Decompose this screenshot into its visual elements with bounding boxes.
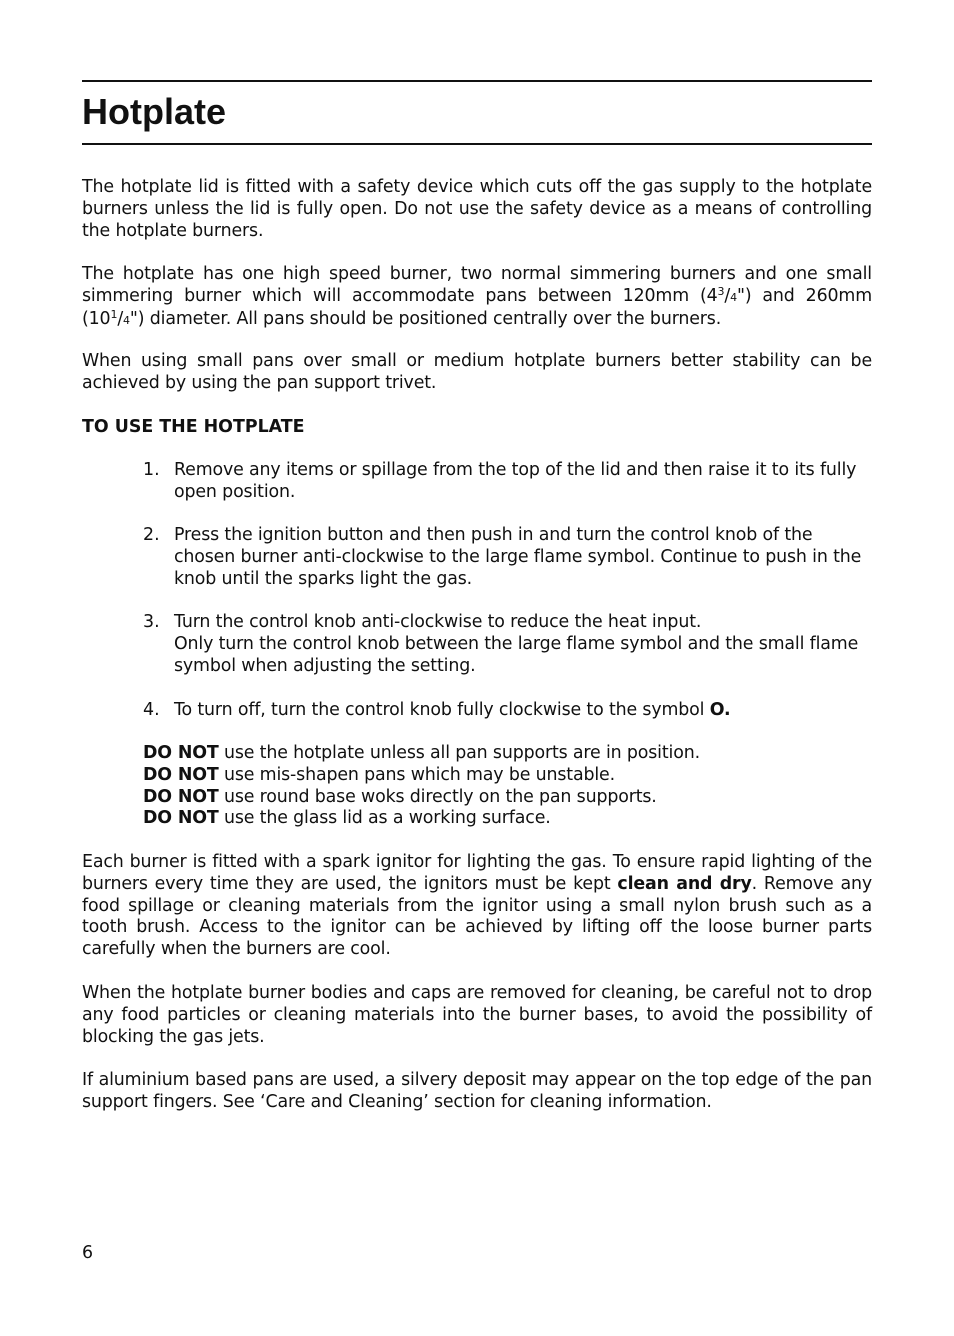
paragraph-safety-device: The hotplate lid is fitted with a safety device which cuts off the gas supply to the hotplate burners unless the lid is fully open. Do not use the safety device as a means of controlling the hotplate burners. <box>82 177 872 241</box>
page-number: 6 <box>82 1243 94 1263</box>
paragraph-ignitor: Each burner is fitted with a spark ignitor for lighting the gas. To ensure rapid lighting of the burners every time they are used, the ignitors must be kept clean and dry. Remove any food spillage or cleaning materials from the ignitor using a small nylon brush such as a tooth brush. Access to the ignitor can be achieved by lifting off the loose burner parts carefully when the burners are cool. <box>82 852 872 960</box>
warning-line: DO NOT use the glass lid as a working surface. <box>143 808 551 828</box>
warning-line: DO NOT use round base woks directly on the pan supports. <box>143 787 657 807</box>
title-underline <box>82 143 872 145</box>
warning-line: DO NOT use the hotplate unless all pan supports are in position. <box>143 743 700 763</box>
step-text: To turn off, turn the control knob fully clockwise to the symbol O. <box>174 700 731 720</box>
page-title: Hotplate <box>82 91 226 132</box>
step-text: Remove any items or spillage from the top of the lid and then raise it to its fully open position. <box>174 460 857 502</box>
step-number: 4. <box>143 700 160 720</box>
paragraph-aluminium: If aluminium based pans are used, a silvery deposit may appear on the top edge of the pan support fingers. See ‘Care and Cleaning’ section for cleaning information. <box>82 1070 872 1112</box>
warning-line: DO NOT use mis-shapen pans which may be unstable. <box>143 765 615 785</box>
step-number: 3. <box>143 612 160 632</box>
paragraph-burners: The hotplate has one high speed burner, two normal simmering burners and one small simmering burner which will accommodate pans between 120mm $(4^3/4")$ and 260mm $(10^1/4")$ diameter. All pans should be positioned centrally over the burners. <box>82 264 872 329</box>
step-number: 2. <box>143 525 160 545</box>
step-number: 1. <box>143 460 160 480</box>
step-text: Press the ignition button and then push in and turn the control knob of the chosen burner anti-clockwise to the large flame symbol. Continue to push in the knob until the sparks light the gas. <box>174 525 862 589</box>
paragraph-cleaning: When the hotplate burner bodies and caps are removed for cleaning, be careful not to drop any food particles or cleaning materials into the burner bases, to avoid the possibility of blocking the gas jets. <box>82 983 872 1047</box>
step-text: Turn the control knob anti-clockwise to reduce the heat input. Only turn the control knob between the large flame symbol and the small flame symbol when adjusting the setting. <box>174 612 859 676</box>
top-rule <box>82 80 872 82</box>
section-heading: TO USE THE HOTPLATE <box>82 417 305 437</box>
paragraph-trivet: When using small pans over small or medium hotplate burners better stability can be achieved by using the pan support trivet. <box>82 351 872 393</box>
